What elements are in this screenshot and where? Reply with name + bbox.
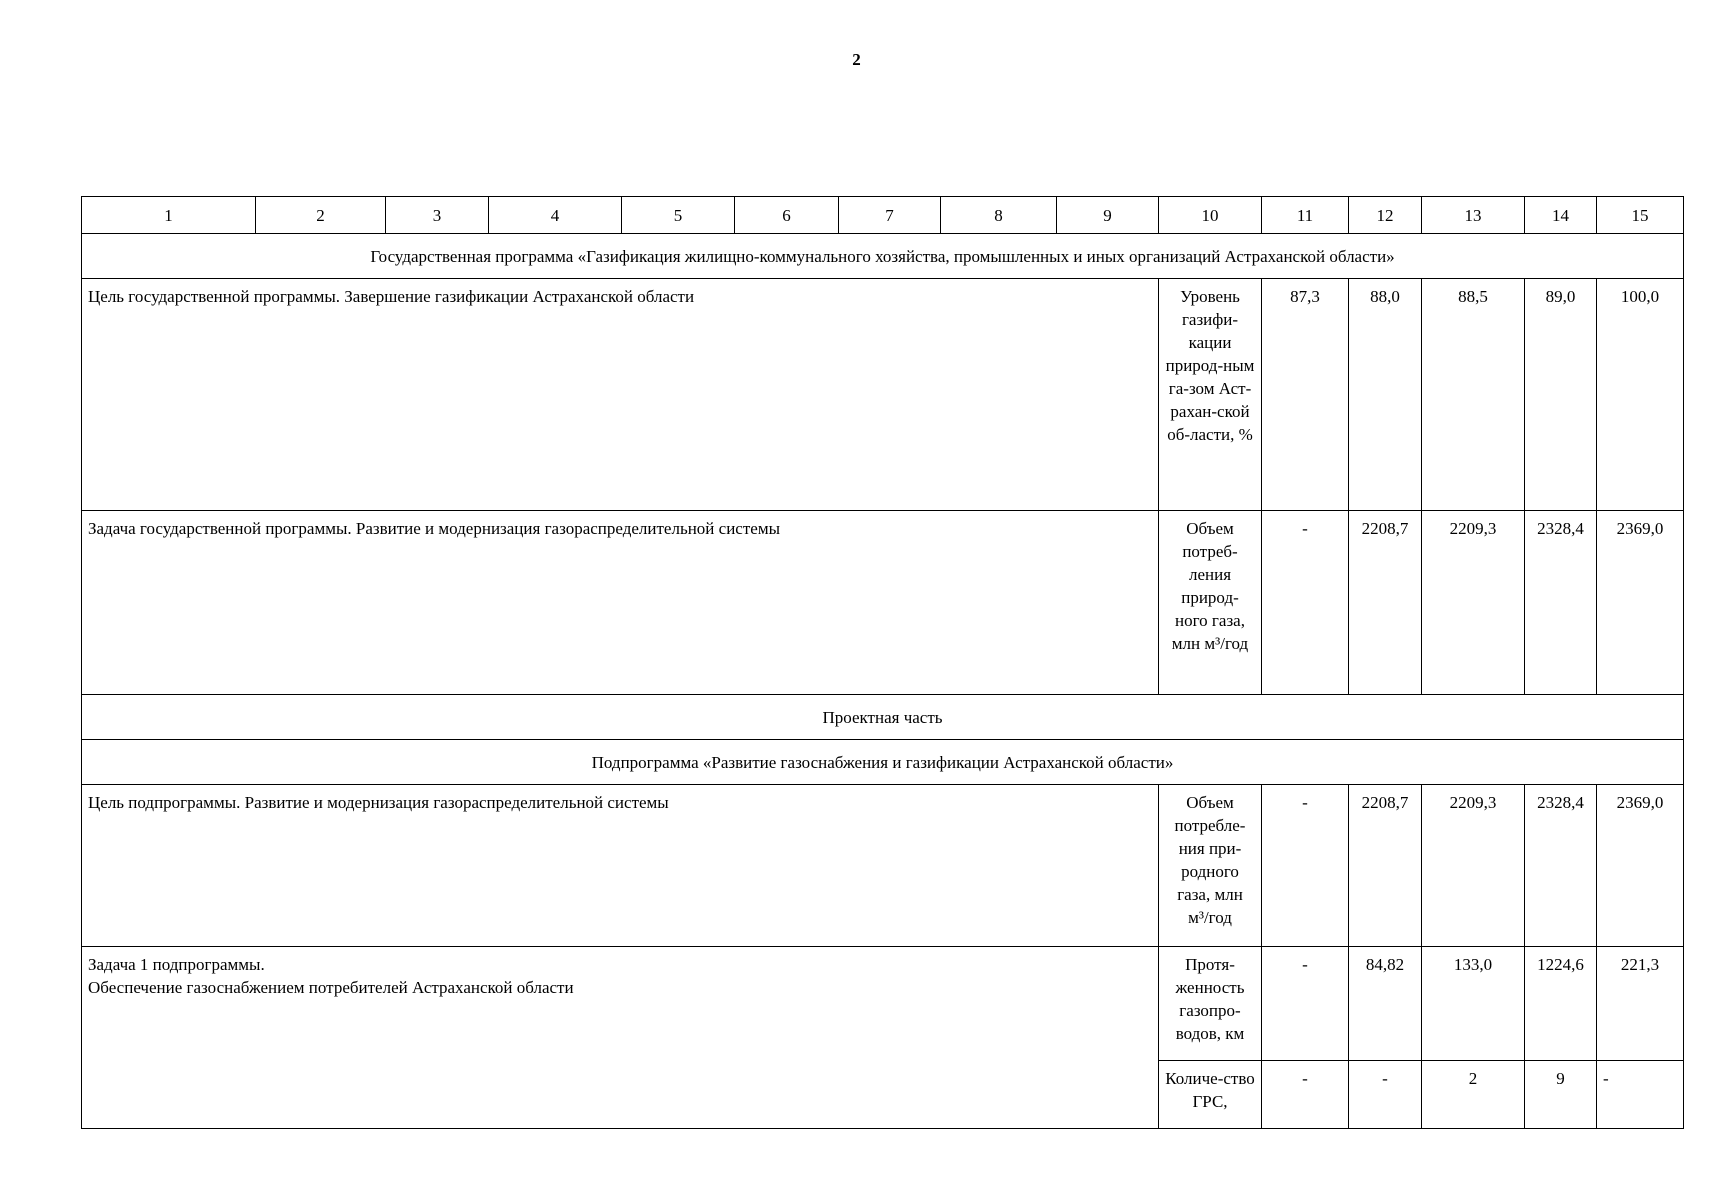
subprogram-title-row <box>82 740 1684 785</box>
column-number-cell: 7 <box>839 197 941 234</box>
sub-goal-value: 2209,3 <box>1422 785 1525 947</box>
sub-task1-b-value: 2 <box>1422 1061 1525 1129</box>
column-number-cell: 12 <box>1349 197 1422 234</box>
column-number-cell: 13 <box>1422 197 1525 234</box>
sub-task1-text <box>82 947 1159 1129</box>
program-title-row <box>82 234 1684 279</box>
sub-task1-value: - <box>1262 947 1349 1061</box>
column-number-cell: 11 <box>1262 197 1349 234</box>
sub-task1-b-value: - <box>1262 1061 1349 1129</box>
task-indicator: Объем потреб-ления природ-ного газа, млн м³/год <box>1159 511 1262 695</box>
task-value: 2209,3 <box>1422 511 1525 695</box>
page-number: 2 <box>852 50 861 69</box>
column-number-cell: 4 <box>489 197 622 234</box>
goal-indicator: Уровень газифи-кации природ-ным га-зом Аст-рахан-ской об-ласти, % <box>1159 279 1262 511</box>
column-number-cell: 2 <box>256 197 386 234</box>
sub-task1-value: 1224,6 <box>1525 947 1597 1061</box>
project-part-title: Проектная часть <box>82 695 1684 740</box>
sub-goal-value: 2208,7 <box>1349 785 1422 947</box>
sub-goal-text: Цель подпрограммы. Развитие и модернизация газораспределительной системы <box>82 785 1159 947</box>
goal-value: 88,0 <box>1349 279 1422 511</box>
sub-goal-value: 2328,4 <box>1525 785 1597 947</box>
sub-goal-value: 2369,0 <box>1597 785 1684 947</box>
sub-task1-row <box>82 947 1684 1061</box>
task-value: 2208,7 <box>1349 511 1422 695</box>
sub-task1-indicator: Протя-женность газопро-водов, км <box>1159 947 1262 1061</box>
sub-task1-b-value: - <box>1597 1061 1684 1129</box>
task-value: 2328,4 <box>1525 511 1597 695</box>
sub-goal-row <box>82 785 1684 947</box>
goal-row <box>82 279 1684 511</box>
column-number-cell: 5 <box>622 197 735 234</box>
sub-task1-value: 221,3 <box>1597 947 1684 1061</box>
column-number-cell: 6 <box>735 197 839 234</box>
column-number-cell: 8 <box>941 197 1057 234</box>
column-number-row <box>82 197 1684 234</box>
task-row <box>82 511 1684 695</box>
project-part-row <box>82 695 1684 740</box>
sub-task1-description: Обеспечение газоснабжением потребителей Астраханской области <box>88 978 574 997</box>
column-number-cell: 9 <box>1057 197 1159 234</box>
task-value: 2369,0 <box>1597 511 1684 695</box>
goal-value: 88,5 <box>1422 279 1525 511</box>
sub-task1-b-value: - <box>1349 1061 1422 1129</box>
task-text: Задача государственной программы. Развитие и модернизация газораспределительной системы <box>82 511 1159 695</box>
column-number-cell: 1 <box>82 197 256 234</box>
sub-task1-b-indicator: Количе-ство ГРС, <box>1159 1061 1262 1129</box>
column-number-cell: 3 <box>386 197 489 234</box>
sub-task1-b-value: 9 <box>1525 1061 1597 1129</box>
sub-goal-value: - <box>1262 785 1349 947</box>
column-number-cell: 14 <box>1525 197 1597 234</box>
sub-goal-indicator: Объем потребле-ния при-родного газа, млн м³/год <box>1159 785 1262 947</box>
sub-task1-value: 133,0 <box>1422 947 1525 1061</box>
sub-task1-heading: Задача 1 подпрограммы. <box>88 955 265 974</box>
goal-value: 89,0 <box>1525 279 1597 511</box>
goal-value: 87,3 <box>1262 279 1349 511</box>
column-number-cell: 10 <box>1159 197 1262 234</box>
subprogram-title: Подпрограмма «Развитие газоснабжения и газификации Астраханской области» <box>82 740 1684 785</box>
goal-value: 100,0 <box>1597 279 1684 511</box>
sub-task1-value: 84,82 <box>1349 947 1422 1061</box>
indicators-table <box>81 196 1684 1129</box>
column-number-cell: 15 <box>1597 197 1684 234</box>
goal-text: Цель государственной программы. Завершение газификации Астраханской области <box>82 279 1159 511</box>
task-value: - <box>1262 511 1349 695</box>
program-title: Государственная программа «Газификация жилищно-коммунального хозяйства, промышленных и иных организаций Астраханской области» <box>82 234 1684 279</box>
